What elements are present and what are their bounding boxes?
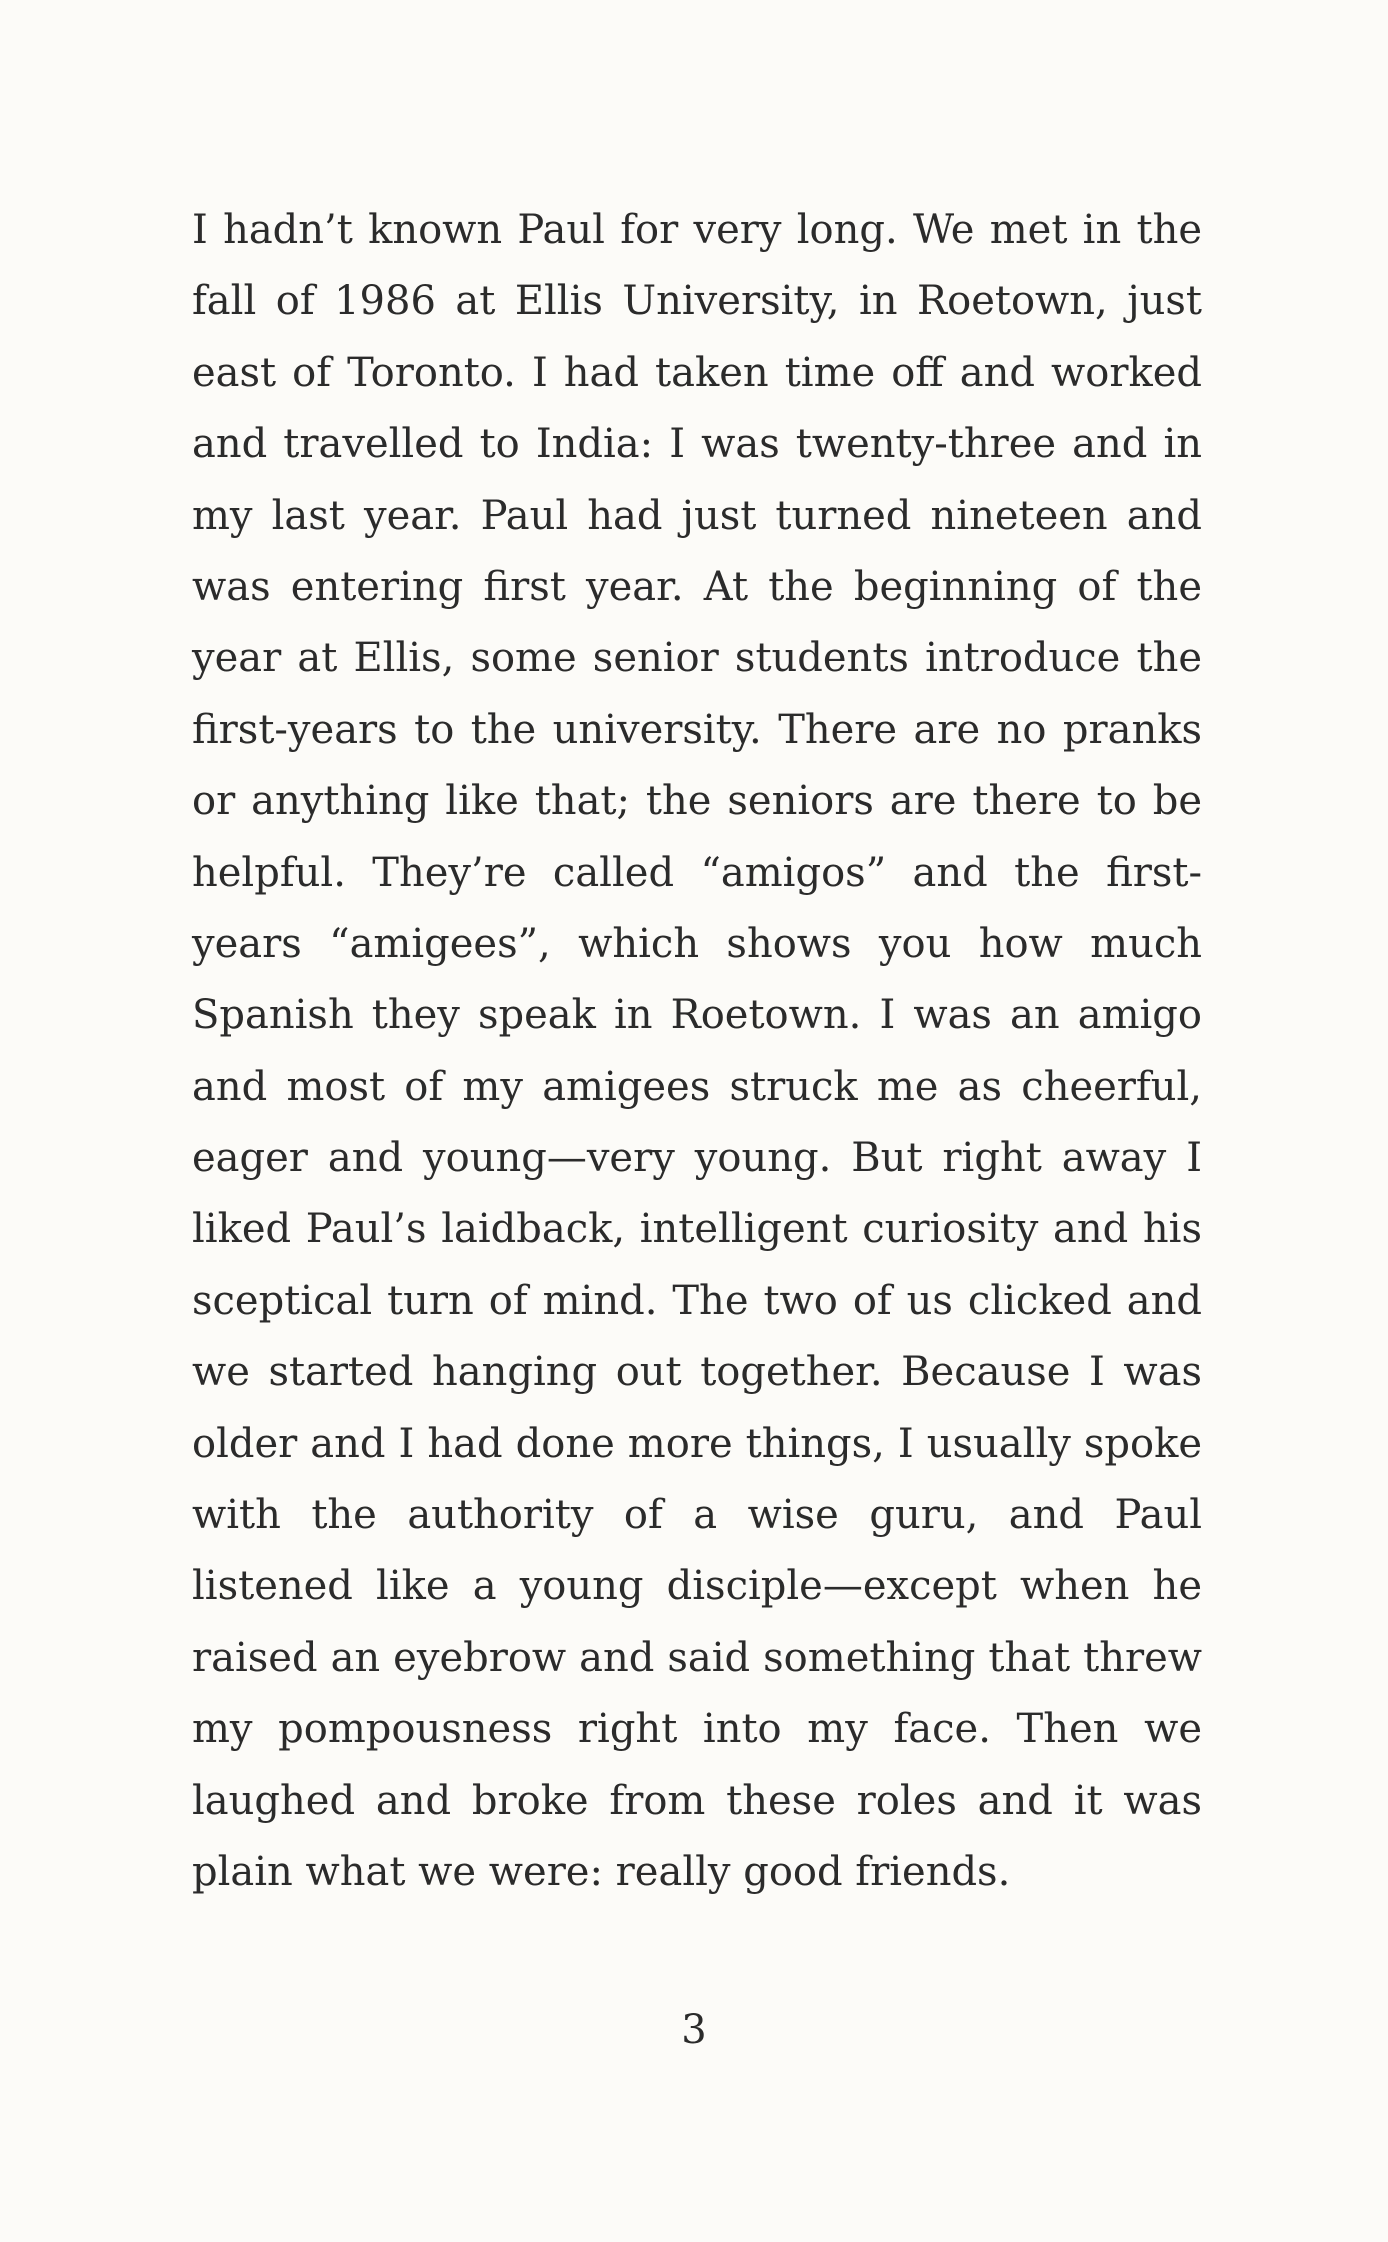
text-line: and travelled to India: I was twenty-three and in	[192, 421, 1202, 468]
text-line: I hadn’t known Paul for very long. We met in the	[192, 207, 1202, 253]
text-line: sceptical turn of mind. The two of us clicked and	[192, 1277, 1202, 1324]
text-line: listened like a young disciple—except when he	[192, 1563, 1202, 1610]
text-line: we started hanging out together. Because I was	[192, 1349, 1202, 1396]
text-line: my pompousness right into my face. Then we	[192, 1706, 1202, 1753]
text-line: or anything like that; the seniors are there to be	[192, 778, 1202, 825]
text-line: my last year. Paul had just turned nineteen and	[192, 492, 1202, 539]
text-line: helpful. They’re called “amigos” and the first-	[192, 849, 1202, 896]
text-line: plain what we were: really good friends.	[192, 1848, 1011, 1895]
body-paragraph	[192, 195, 1202, 1908]
page-number: 3	[681, 2007, 707, 2053]
text-line: with the authority of a wise guru, and Paul	[192, 1492, 1202, 1539]
text-line: and most of my amigees struck me as cheerful,	[192, 1063, 1202, 1110]
text-line: laughed and broke from these roles and it was	[192, 1777, 1202, 1824]
text-line: east of Toronto. I had taken time off and worked	[192, 349, 1202, 396]
text-line: Spanish they speak in Roetown. I was an amigo	[192, 992, 1202, 1039]
text-line: eager and young—very young. But right away I	[192, 1135, 1202, 1182]
text-line: fall of 1986 at Ellis University, in Roetown, just	[192, 278, 1202, 325]
text-line: older and I had done more things, I usually spoke	[192, 1420, 1202, 1467]
text-line: year at Ellis, some senior students introduce the	[192, 635, 1202, 682]
text-line: years “amigees”, which shows you how much	[192, 920, 1202, 967]
text-line: liked Paul’s laidback, intelligent curiosity and his	[192, 1206, 1202, 1253]
text-line: was entering first year. At the beginning of the	[192, 563, 1202, 610]
text-line: raised an eyebrow and said something that threw	[192, 1634, 1202, 1681]
text-line: first-years to the university. There are no pranks	[192, 706, 1202, 753]
